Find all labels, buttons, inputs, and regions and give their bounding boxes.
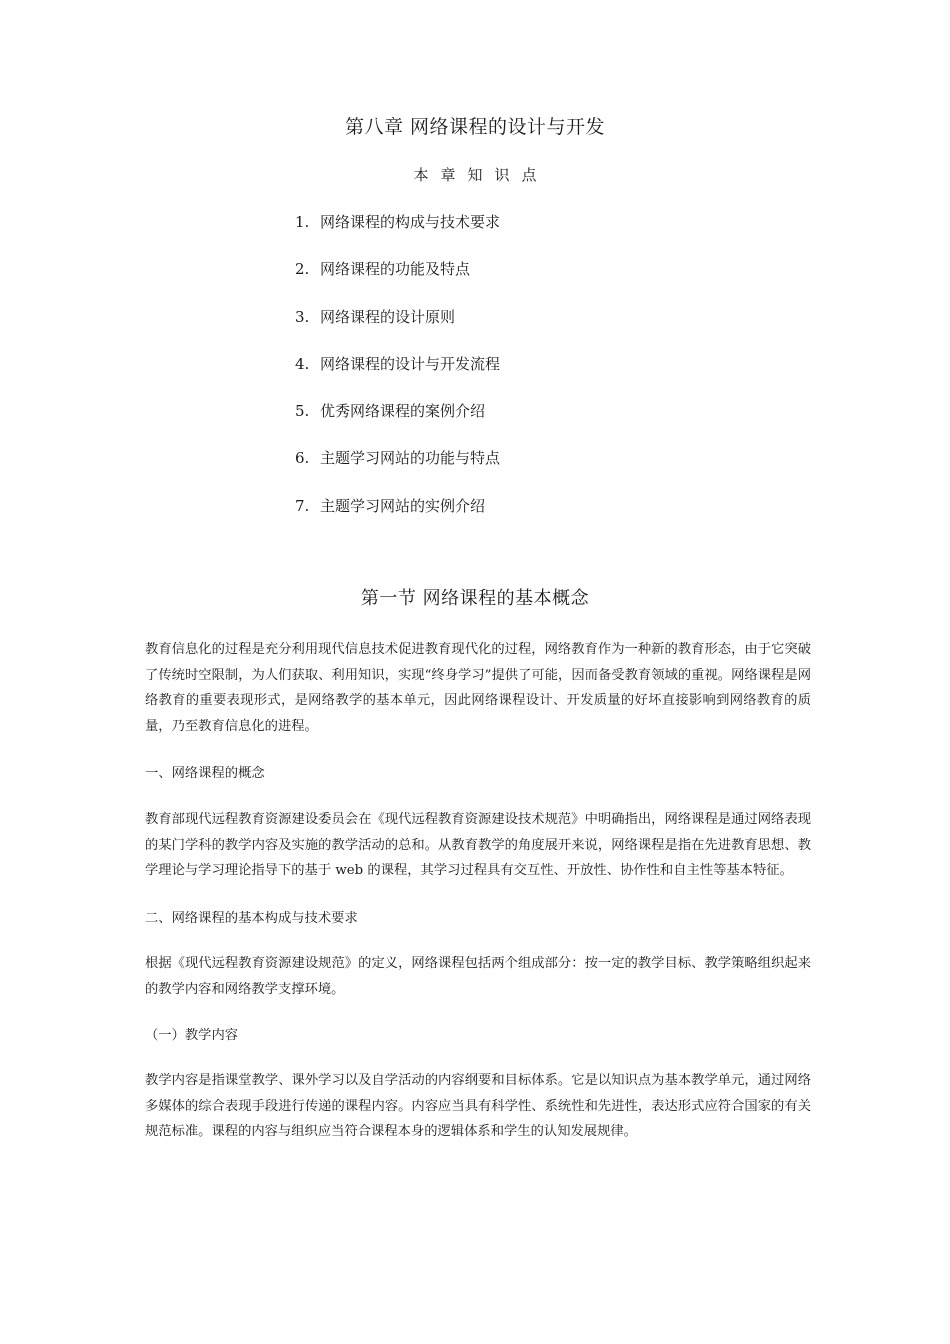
knowledge-point-number: 7. [295, 496, 310, 515]
knowledge-point-number: 1. [295, 213, 310, 231]
chapter-title: 第八章 网络课程的设计与开发 [344, 116, 606, 138]
knowledge-point-text: 主题学习网站的功能与特点 [320, 449, 501, 468]
knowledge-point-number: 3. [295, 307, 310, 326]
knowledge-point-item [295, 447, 500, 494]
knowledge-point-text: 网络课程的构成与技术要求 [320, 213, 501, 231]
knowledge-point-text: 网络课程的设计原则 [320, 307, 456, 326]
section-title: 第一节 网络课程的基本概念 [360, 588, 590, 609]
concept-paragraph: 教育部现代远程教育资源建设委员会在《现代远程教育资源建设技术规范》中明确指出，网络课程是通过网络表现的某门学科的教学内容及实施的教学活动的总和。从教育教学的角度展开来说，网络课程是指在先进教育思想、教学理论与学习理论指导下的基于 web 的课程，其学习过程具有交互性、开放性、协作性和自主性等基本特征。 [145, 811, 811, 879]
knowledge-point-text: 主题学习网站的实例介绍 [320, 496, 486, 515]
teaching-content-paragraph: 教学内容是指课堂教学、课外学习以及自学活动的内容纲要和目标体系。它是以知识点为基本教学单元，通过网络多媒体的综合表现手段进行传递的课程内容。内容应当具有科学性、系统性和先进性，表达形式应符合国家的有关规范标准。课程的内容与组织应当符合课程本身的逻辑体系和学生的认知发展规律。 [145, 1073, 811, 1140]
subsection-heading-structure: 二、网络课程的基本构成与技术要求 [145, 910, 358, 926]
section-body [145, 637, 811, 1167]
knowledge-point-number: 4. [295, 354, 310, 373]
structure-paragraph: 根据《现代远程教育资源建设规范》的定义，网络课程包括两个组成部分：按一定的教学目标、教学策略组织起来的教学内容和网络教学支撑环境。 [145, 956, 811, 997]
knowledge-point-item [295, 258, 500, 305]
subsection-heading-concept: 一、网络课程的概念 [145, 766, 265, 782]
knowledge-point-number: 5. [295, 402, 310, 421]
knowledge-point-text: 网络课程的功能及特点 [320, 260, 471, 279]
subsection-heading-teaching-content: （一）教学内容 [145, 1027, 239, 1043]
knowledge-point-text: 网络课程的设计与开发流程 [320, 354, 501, 373]
knowledge-point-number: 6. [295, 449, 310, 468]
knowledge-point-item [295, 400, 500, 447]
knowledge-point-item [295, 353, 500, 400]
knowledge-points-heading: 本章知识点 [413, 166, 549, 184]
knowledge-point-item [295, 211, 500, 258]
intro-paragraph: 教育信息化的过程是充分利用现代信息技术促进教育现代化的过程，网络教育作为一种新的教育形态，由于它突破了传统时空限制，为人们获取、利用知识，实现“终身学习”提供了可能，因而备受教育领域的重视。网络课程是网络教育的重要表现形式，是网络教学的基本单元，因此网络课程设计、开发质量的好坏直接影响到网络教育的质量，乃至教育信息化的进程。 [145, 642, 811, 734]
knowledge-point-text: 优秀网络课程的案例介绍 [320, 402, 486, 421]
knowledge-point-item [295, 306, 500, 353]
knowledge-point-item [295, 495, 500, 542]
knowledge-points-list [295, 211, 500, 542]
knowledge-point-number: 2. [295, 260, 310, 279]
